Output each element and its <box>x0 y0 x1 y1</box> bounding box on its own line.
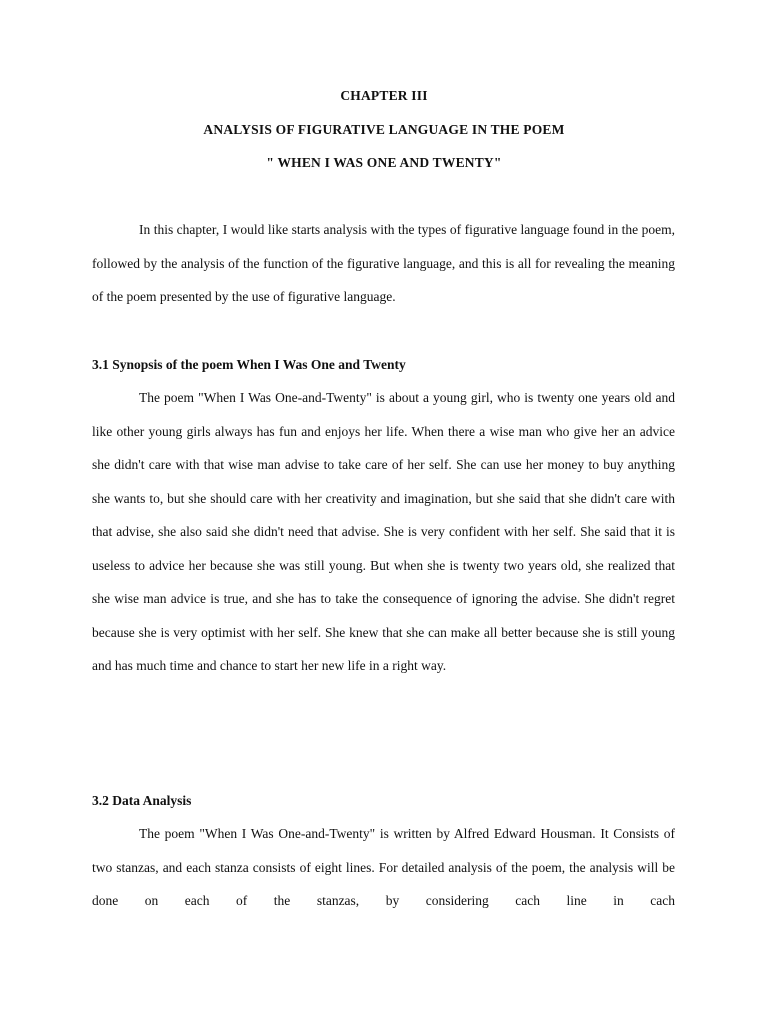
section-3-1-paragraph: The poem "When I Was One-and-Twenty" is about a young girl, who is twenty one years old and like other young girls always has fun and enjoys her life. When there a wise man who give her an advice she didn't care with that wise man advise to take care of her self. She can use her money to buy anything she wants to, but she should care with her creativity and imagination, but she said that she didn't care with that advise, she also said she didn't need that advise. She is very confident with her self. She said that it is useless to advice her because she was still young. But when she is twenty two years old, she realized that she wise man advice is true, and she has to take the consequence of ignoring the advise. She didn't regret because she is very optimist with her self. She knew that she can make all better because she is still young and has much time and chance to start her new life in a right way. <box>92 390 675 673</box>
section-3-2-paragraph: The poem "When I Was One-and-Twenty" is written by Alfred Edward Housman. It Consists of two stanzas, and each stanza consists of eight lines. For detailed analysis of the poem, the analysis will be done on each of the stanzas, by considering cach line in cach <box>92 826 675 908</box>
chapter-title-line-1: ANALYSIS OF FIGURATIVE LANGUAGE IN THE POEM <box>203 122 565 137</box>
intro-paragraph: In this chapter, I would like starts analysis with the types of figurative language found in the poem, followed by the analysis of the function of the figurative language, and this is all for revealing the meaning of the poem presented by the use of figurative language. <box>92 222 675 304</box>
chapter-number: CHAPTER III <box>340 88 428 103</box>
chapter-title-line-2: " WHEN I WAS ONE AND TWENTY" <box>266 155 502 170</box>
section-3-1-title: 3.1 Synopsis of the poem When I Was One and Twenty <box>92 357 406 372</box>
section-3-2-title: 3.2 Data Analysis <box>92 793 192 808</box>
